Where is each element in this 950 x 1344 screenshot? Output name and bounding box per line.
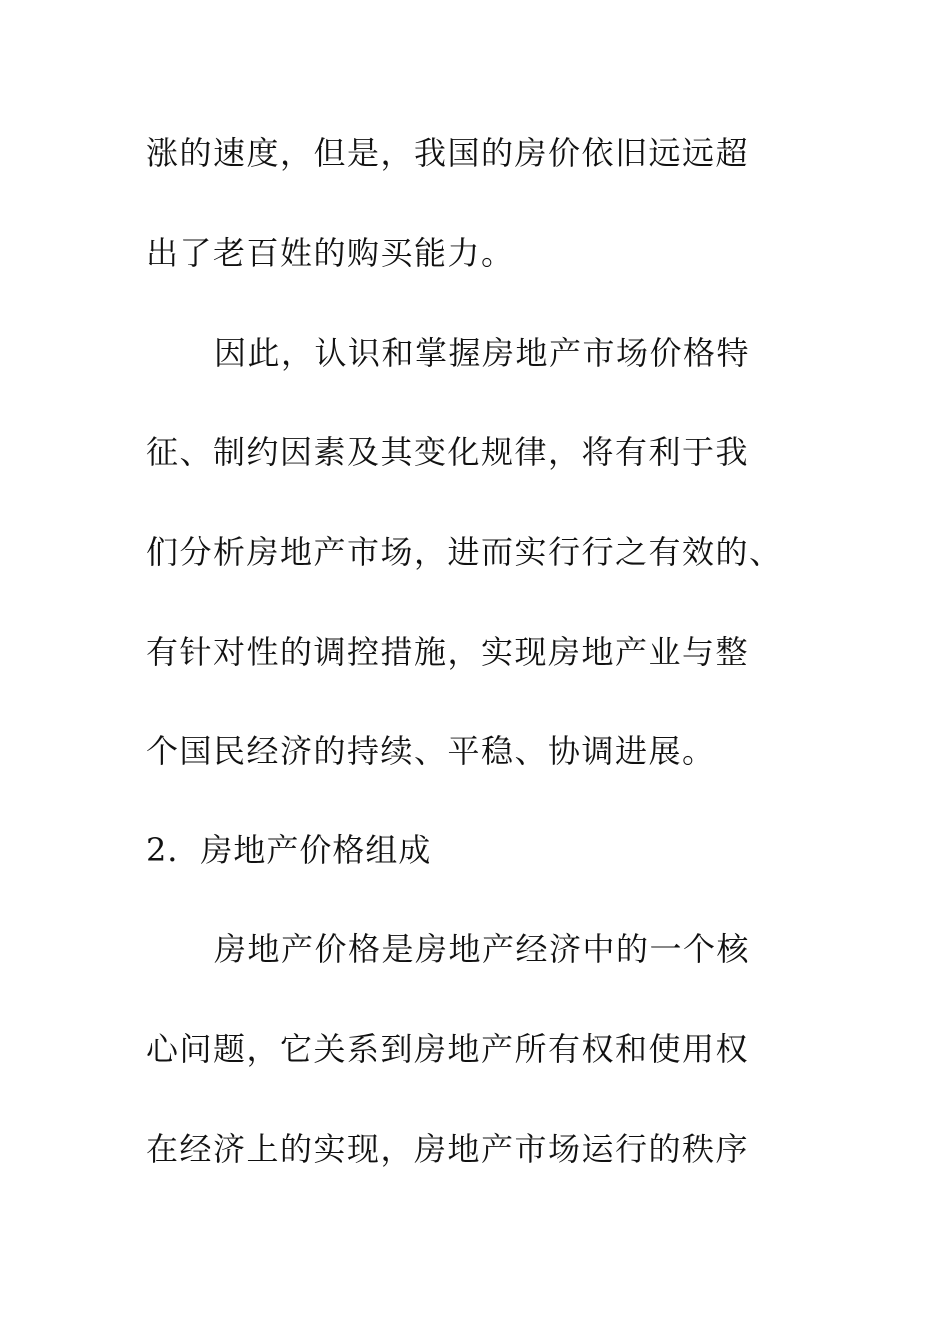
paragraph-line: 涨的速度，但是，我国的房价依旧远远超 [146, 134, 750, 172]
paragraph-line: 个国民经济的持续、平稳、协调进展。 [146, 732, 716, 770]
paragraph-line: 征、制约因素及其变化规律，将有利于我 [146, 433, 750, 471]
section-heading: 2．房地产价格组成 [146, 831, 432, 869]
paragraph-line: 们分析房地产市场，进而实行行之有效的、 [146, 533, 783, 571]
paragraph-first-line: 因此，认识和掌握房地产市场价格特 [214, 334, 751, 372]
paragraph-first-line: 房地产价格是房地产经济中的一个核 [214, 930, 751, 968]
paragraph-line: 出了老百姓的购买能力。 [146, 234, 515, 272]
paragraph-line: 心问题，它关系到房地产所有权和使用权 [146, 1030, 750, 1068]
paragraph-line: 在经济上的实现，房地产市场运行的秩序 [146, 1130, 750, 1168]
paragraph-line: 有针对性的调控措施，实现房地产业与整 [146, 633, 750, 671]
